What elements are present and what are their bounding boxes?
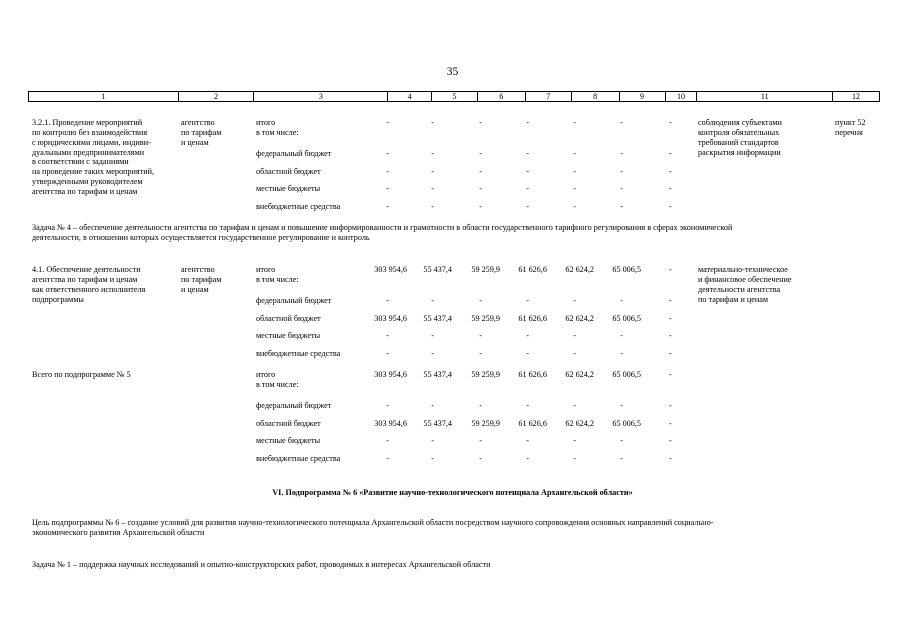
row-total-fed-col9: -	[620, 401, 623, 410]
executor-3-2-1: агентство по тарифам и ценам	[181, 118, 222, 147]
row-4-1-mest-col7: -	[526, 331, 529, 340]
row-3-2-1-fed-col4: -	[386, 149, 389, 158]
row-total-fed-col8: -	[573, 401, 576, 410]
header-col-10: 10	[666, 92, 698, 101]
row-3-2-1-obl-col6: -	[479, 167, 482, 176]
row-total-vneb-col4: -	[386, 454, 389, 463]
activity-3-2-1: 3.2.1. Проведение мероприятий по контролю без взаимодействия с юридическими лицами, индиви- дуальными предпринимателями в соответствии с заданиями на проведение таких мероприятий, утвержденными руководителем агентства по тарифам и ценам	[32, 118, 155, 196]
row-4-1-source-mest: местные бюджеты	[256, 331, 321, 340]
header-col-3: 3	[254, 92, 388, 101]
row-total-fed-col10: -	[669, 401, 672, 410]
row-total-mest-col5: -	[431, 436, 434, 445]
row-total-vneb-col5: -	[431, 454, 434, 463]
row-3-2-1-mest-col5: -	[431, 184, 434, 193]
row-4-1-fed-col6: -	[479, 296, 482, 305]
row-4-1-mest-col6: -	[479, 331, 482, 340]
table-header-row	[28, 91, 880, 102]
row-total-source-mest: местные бюджеты	[256, 436, 321, 445]
row-3-2-1-source-vneb: внебюджетные средства	[256, 202, 341, 211]
row-3-2-1-source-obl: областной бюджет	[256, 167, 321, 176]
row-4-1-obl-col7: 61 626,6	[518, 314, 547, 323]
row-3-2-1-itogo-col10: -	[669, 118, 672, 127]
row-4-1-source-obl: областной бюджет	[256, 314, 321, 323]
row-3-2-1-itogo-col5: -	[431, 118, 434, 127]
row-4-1-obl-col10: -	[669, 314, 672, 323]
row-3-2-1-source-fed: федеральный бюджет	[256, 149, 332, 158]
row-total-fed-col7: -	[526, 401, 529, 410]
row-3-2-1-obl-col7: -	[526, 167, 529, 176]
row-3-2-1-itogo-col7: -	[526, 118, 529, 127]
row-4-1-fed-col9: -	[620, 296, 623, 305]
row-total-fed-col6: -	[479, 401, 482, 410]
row-3-2-1-itogo-col8: -	[573, 118, 576, 127]
row-total-obl-col5: 55 437,4	[423, 419, 452, 428]
row-total-obl-col7: 61 626,6	[518, 419, 547, 428]
row-4-1-vneb-col10: -	[669, 349, 672, 358]
row-4-1-itogo-col6: 59 259,9	[471, 265, 500, 274]
row-3-2-1-fed-col5: -	[431, 149, 434, 158]
row-4-1-obl-col6: 59 259,9	[471, 314, 500, 323]
row-4-1-fed-col4: -	[386, 296, 389, 305]
header-col-5: 5	[432, 92, 478, 101]
subprogram-6-title: VI. Подпрограмма № 6 «Развитие научно-технологического потенциала Архангельской области»	[272, 488, 633, 497]
row-3-2-1-mest-col6: -	[479, 184, 482, 193]
row-4-1-itogo-col5: 55 437,4	[423, 265, 452, 274]
row-4-1-mest-col10: -	[669, 331, 672, 340]
task-1: Задача № 1 – поддержка научных исследований и опытно-конструкторских работ, проводимых в интересах Архангельской области	[32, 560, 491, 569]
row-total-itogo-col6: 59 259,9	[471, 370, 500, 379]
goal-6: Цель подпрограммы № 6 – создание условий для развития научно-технологического потенциала Архангельской области посредством научного сопровождения основных направлений социально- экономического развития Архангельской области	[32, 518, 714, 537]
row-3-2-1-obl-col5: -	[431, 167, 434, 176]
row-3-2-1-mest-col9: -	[620, 184, 623, 193]
row-total-vneb-col9: -	[620, 454, 623, 463]
row-3-2-1-source-itogo: итого в том числе:	[256, 118, 299, 137]
row-4-1-obl-col9: 65 006,5	[612, 314, 641, 323]
header-col-9: 9	[620, 92, 666, 101]
row-total-vneb-col10: -	[669, 454, 672, 463]
row-4-1-obl-col5: 55 437,4	[423, 314, 452, 323]
row-4-1-vneb-col5: -	[431, 349, 434, 358]
row-3-2-1-fed-col9: -	[620, 149, 623, 158]
row-3-2-1-vneb-col7: -	[526, 202, 529, 211]
task-4: Задача № 4 – обеспечение деятельности агентства по тарифам и ценам и повышение информированности и грамотности в области государственного тарифного регулирования в сферах экономической деятельности, в отношении которых осуществляется государственное регулирование и контроль	[32, 223, 733, 242]
row-4-1-mest-col5: -	[431, 331, 434, 340]
header-col-12: 12	[852, 92, 861, 101]
row-4-1-fed-col5: -	[431, 296, 434, 305]
row-total-itogo-col7: 61 626,6	[518, 370, 547, 379]
row-4-1-mest-col4: -	[386, 331, 389, 340]
result-3-2-1: соблюдения субъектами контроля обязательных требований стандартов раскрытия информации	[698, 118, 782, 157]
row-4-1-source-vneb: внебюджетные средства	[256, 349, 341, 358]
row-4-1-itogo-col10: -	[669, 265, 672, 274]
row-total-obl-col4: 303 954,6	[374, 419, 407, 428]
row-total-source-itogo: итого в том числе:	[256, 370, 299, 389]
row-3-2-1-mest-col10: -	[669, 184, 672, 193]
result-4-1: материально-техническое и финансовое обеспечение деятельности агентства по тарифам и ценам	[698, 265, 792, 304]
header-col-7: 7	[526, 92, 572, 101]
activity-4-1: 4.1. Обеспечение деятельности агентства по тарифам и ценам как ответственного исполнителя подпрограммы	[32, 265, 146, 304]
row-total-itogo-col4: 303 954,6	[374, 370, 407, 379]
row-4-1-itogo-col7: 61 626,6	[518, 265, 547, 274]
row-total-mest-col10: -	[669, 436, 672, 445]
row-3-2-1-itogo-col4: -	[386, 118, 389, 127]
row-4-1-itogo-col9: 65 006,5	[612, 265, 641, 274]
row-3-2-1-vneb-col8: -	[573, 202, 576, 211]
row-total-itogo-col5: 55 437,4	[423, 370, 452, 379]
row-4-1-vneb-col7: -	[526, 349, 529, 358]
row-3-2-1-fed-col10: -	[669, 149, 672, 158]
row-4-1-obl-col8: 62 624,2	[565, 314, 594, 323]
row-total-mest-col9: -	[620, 436, 623, 445]
executor-4-1: агентство по тарифам и ценам	[181, 265, 222, 294]
row-4-1-mest-col9: -	[620, 331, 623, 340]
row-3-2-1-vneb-col4: -	[386, 202, 389, 211]
row-4-1-source-fed: федеральный бюджет	[256, 296, 332, 305]
row-4-1-vneb-col9: -	[620, 349, 623, 358]
header-col-11: 11	[697, 92, 833, 101]
row-total-obl-col6: 59 259,9	[471, 419, 500, 428]
row-3-2-1-vneb-col9: -	[620, 202, 623, 211]
row-3-2-1-vneb-col10: -	[669, 202, 672, 211]
row-total-source-obl: областной бюджет	[256, 419, 321, 428]
header-col-1: 1	[29, 92, 179, 101]
row-total-mest-col6: -	[479, 436, 482, 445]
row-4-1-fed-col8: -	[573, 296, 576, 305]
header-col-4: 4	[388, 92, 432, 101]
row-total-itogo-col10: -	[669, 370, 672, 379]
header-col-6: 6	[478, 92, 526, 101]
row-4-1-itogo-col4: 303 954,6	[374, 265, 407, 274]
row-total-itogo-col9: 65 006,5	[612, 370, 641, 379]
row-4-1-vneb-col8: -	[573, 349, 576, 358]
row-3-2-1-itogo-col6: -	[479, 118, 482, 127]
row-4-1-vneb-col6: -	[479, 349, 482, 358]
row-4-1-vneb-col4: -	[386, 349, 389, 358]
row-3-2-1-obl-col10: -	[669, 167, 672, 176]
row-total-vneb-col8: -	[573, 454, 576, 463]
row-3-2-1-fed-col8: -	[573, 149, 576, 158]
header-col-2: 2	[179, 92, 255, 101]
row-3-2-1-itogo-col9: -	[620, 118, 623, 127]
page-number: 35	[446, 66, 459, 78]
row-3-2-1-fed-col6: -	[479, 149, 482, 158]
row-total-vneb-col7: -	[526, 454, 529, 463]
row-3-2-1-obl-col4: -	[386, 167, 389, 176]
row-3-2-1-obl-col9: -	[620, 167, 623, 176]
row-3-2-1-vneb-col5: -	[431, 202, 434, 211]
total-subprogram-5-label: Всего по подпрограмме № 5	[32, 370, 131, 379]
row-total-source-vneb: внебюджетные средства	[256, 454, 341, 463]
row-total-obl-col8: 62 624,2	[565, 419, 594, 428]
row-total-mest-col8: -	[573, 436, 576, 445]
row-4-1-obl-col4: 303 954,6	[374, 314, 407, 323]
row-total-obl-col10: -	[669, 419, 672, 428]
row-total-mest-col4: -	[386, 436, 389, 445]
row-3-2-1-mest-col7: -	[526, 184, 529, 193]
row-4-1-fed-col7: -	[526, 296, 529, 305]
row-3-2-1-mest-col8: -	[573, 184, 576, 193]
row-3-2-1-vneb-col6: -	[479, 202, 482, 211]
row-4-1-itogo-col8: 62 624,2	[565, 265, 594, 274]
row-total-obl-col9: 65 006,5	[612, 419, 641, 428]
row-4-1-source-itogo: итого в том числе:	[256, 265, 299, 284]
row-3-2-1-source-mest: местные бюджеты	[256, 184, 321, 193]
row-total-vneb-col6: -	[479, 454, 482, 463]
row-4-1-fed-col10: -	[669, 296, 672, 305]
row-total-source-fed: федеральный бюджет	[256, 401, 332, 410]
row-total-mest-col7: -	[526, 436, 529, 445]
row-3-2-1-obl-col8: -	[573, 167, 576, 176]
header-col-8: 8	[572, 92, 620, 101]
row-4-1-mest-col8: -	[573, 331, 576, 340]
ref-3-2-1: пункт 52 перечня	[835, 118, 866, 137]
row-total-itogo-col8: 62 624,2	[565, 370, 594, 379]
row-total-fed-col4: -	[386, 401, 389, 410]
row-total-fed-col5: -	[431, 401, 434, 410]
row-3-2-1-mest-col4: -	[386, 184, 389, 193]
row-3-2-1-fed-col7: -	[526, 149, 529, 158]
